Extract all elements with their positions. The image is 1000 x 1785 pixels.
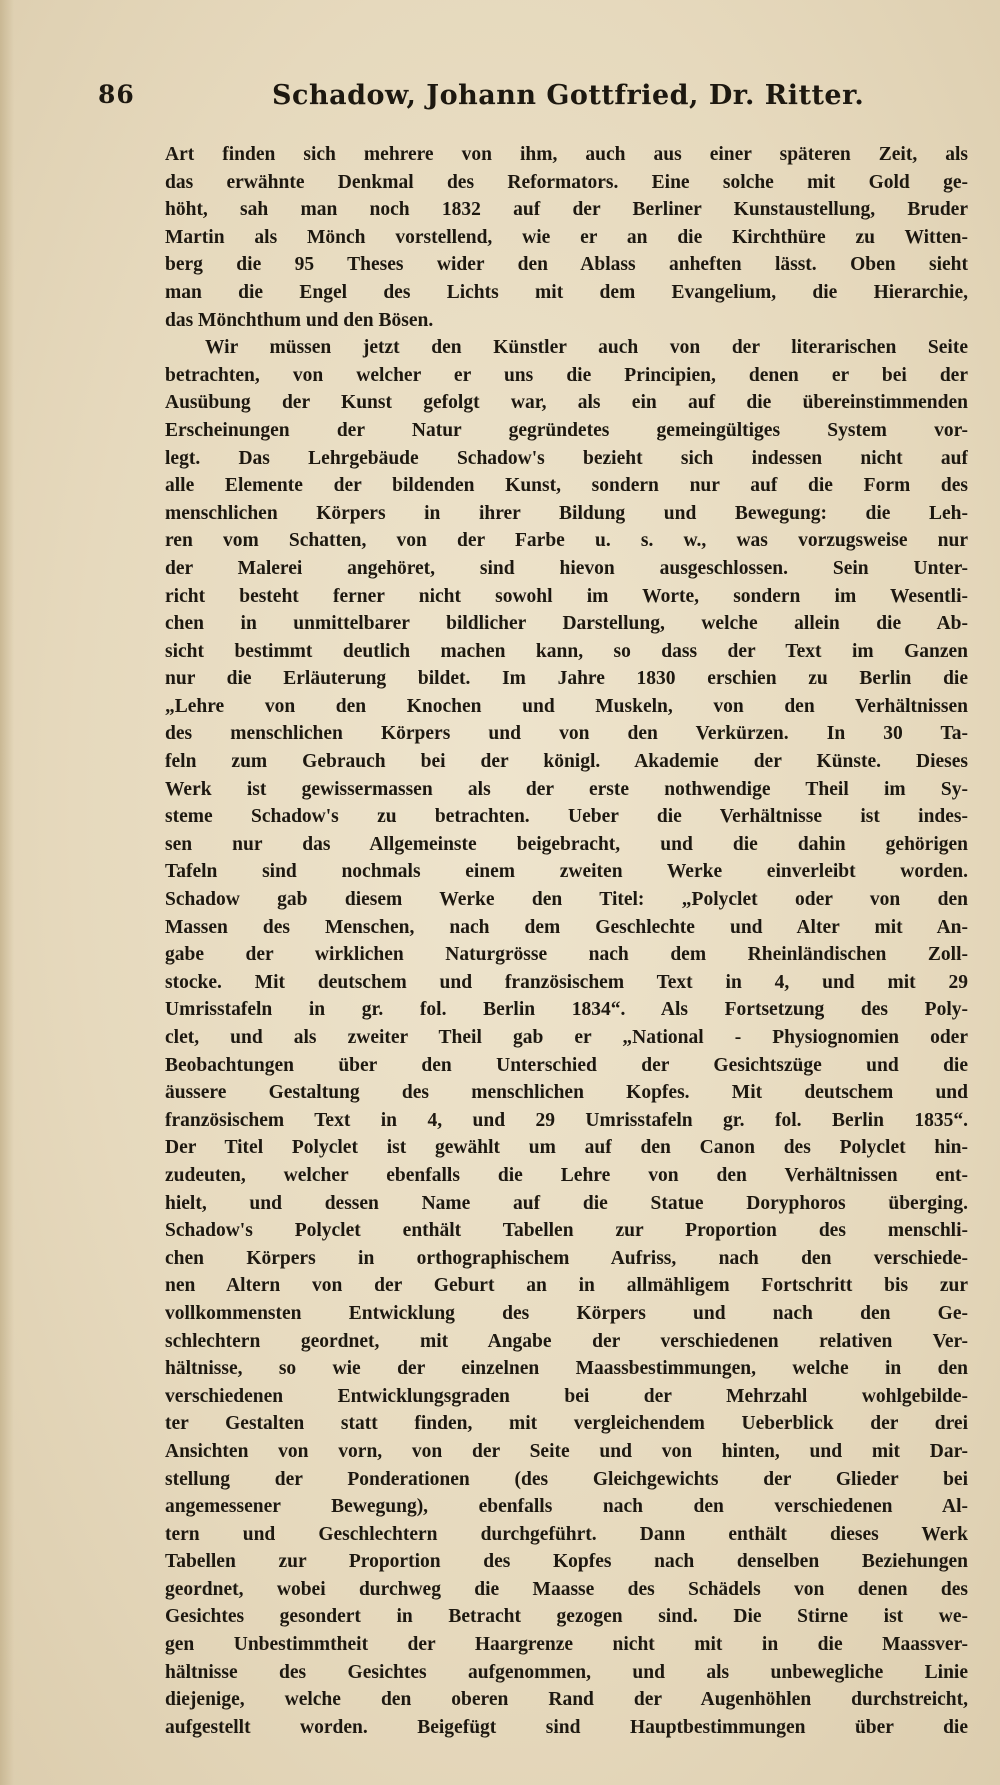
text-line: clet, und als zweiter Theil gab er „National - Physiognomien oder: [165, 1027, 968, 1048]
text-line: Gesichtes gesondert in Betracht gezogen sind. Die Stirne ist we-: [165, 1606, 968, 1628]
page-edge-shadow: [0, 0, 14, 1785]
text-line: nen Altern von der Geburt an in allmähligem Fortschritt bis zur: [165, 1275, 968, 1297]
text-line: Wir müssen jetzt den Künstler auch von der literarischen Seite: [205, 337, 968, 359]
text-line: gen Unbestimmtheit der Haargrenze nicht mit in die Maassver-: [165, 1634, 968, 1656]
text-line: hielt, und dessen Name auf die Statue Doryphoros überging.: [165, 1192, 968, 1214]
text-line: Beobachtungen über den Unterschied der Gesichtszüge und die: [165, 1054, 968, 1076]
text-line: das erwähnte Denkmal des Reformators. Eine solche mit Gold ge-: [165, 171, 968, 193]
text-line: chen in unmittelbarer bildlicher Darstellung, welche allein die Ab-: [165, 613, 968, 635]
text-line: tern und Geschlechtern durchgeführt. Dann enthält dieses Werk: [165, 1523, 968, 1545]
text-line: alle Elemente der bildenden Kunst, sondern nur auf die Form des: [165, 475, 968, 497]
text-line: hältnisse des Gesichtes aufgenommen, und als unbewegliche Linie: [165, 1661, 968, 1683]
text-line: äussere Gestaltung des menschlichen Kopfes. Mit deutschem und: [165, 1082, 968, 1104]
text-line: Schadow's Polyclet enthält Tabellen zur Proportion des menschli-: [165, 1220, 968, 1242]
text-line: vollkommensten Entwicklung des Körpers und nach den Ge-: [165, 1302, 968, 1324]
text-line: Ansichten von vorn, von der Seite und von hinten, und mit Dar-: [165, 1440, 968, 1462]
text-line: französischem Text in 4, und 29 Umrisstafeln gr. fol. Berlin 1835“.: [165, 1109, 968, 1131]
text-line: Tafeln sind nochmals einem zweiten Werke einverleibt worden.: [165, 861, 968, 883]
text-line: berg die 95 Theses wider den Ablass anheften lässt. Oben sieht: [165, 254, 968, 276]
text-line: Umrisstafeln in gr. fol. Berlin 1834“. Als Fortsetzung des Poly-: [165, 999, 968, 1021]
text-line: das Mönchthum und den Bösen.: [165, 309, 434, 331]
text-line: nur die Erläuterung bildet. Im Jahre 1830 erschien zu Berlin die: [165, 668, 968, 690]
text-line: hältnisse, so wie der einzelnen Maassbestimmungen, welche in den: [165, 1358, 968, 1380]
text-line: stellung der Ponderationen (des Gleichgewichts der Glieder bei: [165, 1468, 968, 1490]
text-line: angemessener Bewegung), ebenfalls nach den verschiedenen Al-: [165, 1496, 968, 1518]
text-line: diejenige, welche den oberen Rand der Augenhöhlen durchstreicht,: [165, 1689, 968, 1711]
text-line: Der Titel Polyclet ist gewählt um auf den Canon des Polyclet hin-: [165, 1137, 968, 1159]
text-line: Martin als Mönch vorstellend, wie er an die Kirchthüre zu Witten-: [165, 226, 968, 248]
text-line: sen nur das Allgemeinste beigebracht, und die dahin gehörigen: [165, 833, 968, 855]
text-line: verschiedenen Entwicklungsgraden bei der Mehrzahl wohlgebilde-: [165, 1385, 968, 1407]
text-line: sicht bestimmt deutlich machen kann, so dass der Text im Ganzen: [165, 640, 968, 662]
text-line: Tabellen zur Proportion des Kopfes nach denselben Beziehungen: [165, 1551, 968, 1573]
text-line: Massen des Menschen, nach dem Geschlechte und Alter mit An-: [165, 916, 968, 938]
text-line: schlechtern geordnet, mit Angabe der verschiedenen relativen Ver-: [165, 1330, 968, 1352]
body-text: [165, 141, 968, 1741]
text-line: Werk ist gewissermassen als der erste nothwendige Theil im Sy-: [165, 778, 968, 800]
text-line: stocke. Mit deutschem und französischem Text in 4, und mit 29: [165, 971, 968, 993]
text-line: steme Schadow's zu betrachten. Ueber die Verhältnisse ist indes-: [165, 806, 968, 828]
text-line: richt besteht ferner nicht sowohl im Worte, sondern im Wesentli-: [165, 585, 968, 607]
text-line: Schadow gab diesem Werke den Titel: „Polyclet oder von den: [165, 889, 968, 911]
text-line: menschlichen Körpers in ihrer Bildung und Bewegung: die Leh-: [165, 502, 968, 524]
text-line: des menschlichen Körpers und von den Verkürzen. In 30 Ta-: [165, 723, 968, 745]
running-head: Schadow, Johann Gottfried, Dr. Ritter.: [272, 80, 865, 111]
text-line: Art finden sich mehrere von ihm, auch aus einer späteren Zeit, als: [165, 144, 968, 165]
text-line: höht, sah man noch 1832 auf der Berliner Kunstaustellung, Bruder: [165, 199, 968, 221]
text-line: ter Gestalten statt finden, mit vergleichendem Ueberblick der drei: [165, 1413, 968, 1435]
text-line: zudeuten, welcher ebenfalls die Lehre von den Verhältnissen ent-: [165, 1164, 968, 1186]
text-line: Ausübung der Kunst gefolgt war, als ein auf die übereinstimmenden: [165, 392, 968, 414]
text-line: man die Engel des Lichts mit dem Evangelium, die Hierarchie,: [165, 281, 968, 303]
text-line: feln zum Gebrauch bei der königl. Akademie der Künste. Dieses: [165, 751, 968, 773]
text-line: chen Körpers in orthographischem Aufriss, nach den verschiede-: [165, 1247, 968, 1269]
text-line: der Malerei angehöret, sind hievon ausgeschlossen. Sein Unter-: [165, 557, 968, 579]
text-line: legt. Das Lehrgebäude Schadow's bezieht sich indessen nicht auf: [165, 447, 968, 469]
text-line: Erscheinungen der Natur gegründetes gemeingültiges System vor-: [165, 419, 968, 441]
text-line: ren vom Schatten, von der Farbe u. s. w., was vorzugsweise nur: [165, 530, 968, 552]
text-line: geordnet, wobei durchweg die Maasse des Schädels von denen des: [165, 1578, 968, 1600]
page-number: 86: [98, 80, 135, 109]
page-header: [98, 80, 968, 120]
text-line: gabe der wirklichen Naturgrösse nach dem Rheinländischen Zoll-: [165, 944, 968, 966]
text-line: betrachten, von welcher er uns die Principien, denen er bei der: [165, 364, 968, 386]
text-line: „Lehre von den Knochen und Muskeln, von den Verhältnissen: [165, 695, 968, 717]
text-line: aufgestellt worden. Beigefügt sind Hauptbestimmungen über die: [165, 1716, 968, 1738]
